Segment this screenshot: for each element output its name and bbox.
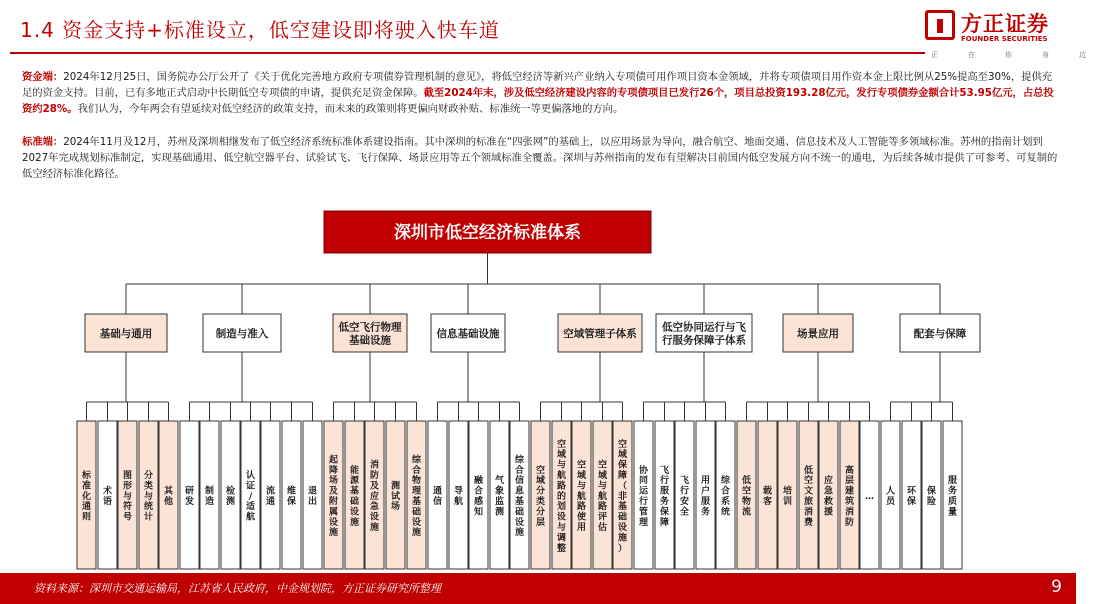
leaf-label: 空域与航路评估 bbox=[597, 460, 608, 533]
leaf-label: 飞行安全 bbox=[679, 476, 690, 518]
leaf-label: 标准化通则 bbox=[81, 471, 92, 523]
root-node-label: 深圳市低空经济标准体系 bbox=[394, 223, 581, 243]
leaf-label: 用户服务 bbox=[700, 476, 711, 518]
category-label: 场景应用 bbox=[797, 328, 839, 340]
leaf-label: 空域与航路的划设与调整 bbox=[556, 439, 567, 554]
leaf-label: 起降场及附属设施 bbox=[328, 455, 339, 539]
leaf-label: 消防及应急设施 bbox=[369, 460, 380, 533]
slogan-char: 身 bbox=[1042, 51, 1079, 59]
category-label: 低空飞行物理 bbox=[338, 321, 402, 334]
slogan-char: 边 bbox=[1079, 51, 1116, 59]
standards-label: 标准端： bbox=[22, 136, 64, 148]
leaf-label: 研发 bbox=[184, 486, 195, 507]
leaf-label: 空域与航路使用 bbox=[576, 460, 587, 533]
category-label: 低空协同运行与飞 bbox=[662, 321, 746, 334]
category-label: 制造与准入 bbox=[215, 328, 269, 340]
leaf-label: 空域分类分层 bbox=[535, 465, 546, 528]
logo-name-en: FOUNDER SECURITIES bbox=[961, 35, 1048, 43]
leaf-label: 综合系统 bbox=[720, 476, 731, 518]
slogan-char: 在 bbox=[968, 51, 1005, 59]
leaf-label: 气象监测 bbox=[494, 476, 505, 518]
leaf-label: … bbox=[865, 491, 874, 502]
leaf-label: 低空文旅消费 bbox=[803, 465, 814, 528]
standards-text: 2024年11月及12月，苏州及深圳相继发布了低空经济系统标准体系建设指南。其中深圳的标准在“四张网”的基础上，以应用场景为导向，融合航空、地面交通、信息技术及人工智能等多领域标准。苏州的指南计划到2027年完成规划标准制定，实现基础通用、低空航空器平台、试验试飞、飞行保障、场景应用等五个领域标准全覆盖。深圳与苏州指南的发布有望解决目前国内低空发展方向不统一的通电，为后续各城市提供了可参考、可复制的低空经济标准化路径。 bbox=[22, 136, 1058, 180]
leaf-label: 人员 bbox=[885, 486, 896, 507]
leaf-label: 融合感知 bbox=[473, 476, 484, 518]
leaf-label: 环保 bbox=[906, 486, 917, 507]
leaf-label: 其他 bbox=[163, 486, 174, 507]
leaf-label: 认证/适航 bbox=[245, 471, 256, 523]
category-label: 基础设施 bbox=[349, 334, 391, 347]
funding-highlight: 截至2024年末，涉及低空经济建设内容的专项债项目已发行26个，项目总投资193.28亿元，发行专项债券金额合计53.95亿元，占总投资约28%。 bbox=[22, 87, 1054, 115]
leaf-label: 飞行服务保障 bbox=[659, 465, 670, 528]
source-note: 资料来源：深圳市交通运输局，江苏省人民政府，中金规划院，方正证券研究所整理 bbox=[34, 582, 441, 595]
leaf-label: 综合物理基础设施 bbox=[411, 455, 422, 539]
leaf-label: 高层建筑消防 bbox=[844, 465, 855, 528]
leaf-label: 导航 bbox=[453, 486, 464, 507]
category-label: 信息基础设施 bbox=[436, 328, 500, 340]
slogan-char: 正 bbox=[931, 51, 968, 59]
leaf-label: 低空物流 bbox=[741, 476, 752, 518]
leaf-label: 测试场 bbox=[390, 481, 401, 513]
leaf-label: 退出 bbox=[307, 486, 318, 507]
slogan-char: 你 bbox=[1005, 51, 1042, 59]
leaf-label: 应急救援 bbox=[823, 476, 834, 518]
leaf-label: 培训 bbox=[782, 486, 793, 507]
page-number: 9 bbox=[1051, 577, 1062, 597]
leaf-label: 维保 bbox=[286, 486, 297, 507]
leaf-label: 服务质量 bbox=[947, 476, 958, 518]
footer-bar bbox=[0, 573, 1076, 604]
leaf-label: 载客 bbox=[762, 486, 773, 507]
leaf-label: 术语 bbox=[102, 486, 113, 507]
category-label: 配套与保障 bbox=[913, 328, 967, 340]
category-label: 空域管理子体系 bbox=[563, 328, 637, 340]
leaf-label: 协同运行管理 bbox=[638, 465, 649, 528]
leaf-label: 保险 bbox=[926, 486, 937, 507]
category-label: 行服务保障子体系 bbox=[662, 334, 746, 347]
category-label: 基础与通用 bbox=[99, 328, 153, 340]
funding-opinion: 我们认为，今年两会有望延续对低空经济的政策支持，而未来的政策则将更偏向财政补贴、标准统一等更偏落地的方向。 bbox=[77, 103, 624, 115]
leaf-label: 检测 bbox=[225, 486, 236, 507]
leaf-label: 制造 bbox=[204, 486, 215, 507]
funding-label: 资金端： bbox=[22, 71, 64, 83]
leaf-label: 分类与统计 bbox=[143, 471, 154, 523]
leaf-label: 图形与符号 bbox=[122, 471, 133, 523]
funding-text: 2024年12月25日，国务院办公厅公开了《关于优化完善地方政府专项债券管理机制的意见》，将低空经济等新兴产业纳入专项债可用作项目资本金领域，并将专项债项目用作资本金上限比例从25%提高至30%，提供充足的资金支持。目前，已有多地正式启动中长期低空专项债的申请，提供充足资金保障。 bbox=[22, 71, 1053, 99]
leaf-label: 综合信息基础设施 bbox=[514, 455, 525, 539]
leaf-label: 能源基础设施 bbox=[349, 465, 360, 528]
leaf-label: 空域保障（非基础设施） bbox=[617, 439, 628, 554]
leaf-label: 通信 bbox=[432, 486, 443, 507]
logo-name-cn: 方正证券 bbox=[961, 12, 1049, 36]
page-title: 1.4 资金支持+标准设立，低空建设即将驶入快车道 bbox=[20, 18, 500, 42]
leaf-label: 流通 bbox=[265, 486, 276, 507]
